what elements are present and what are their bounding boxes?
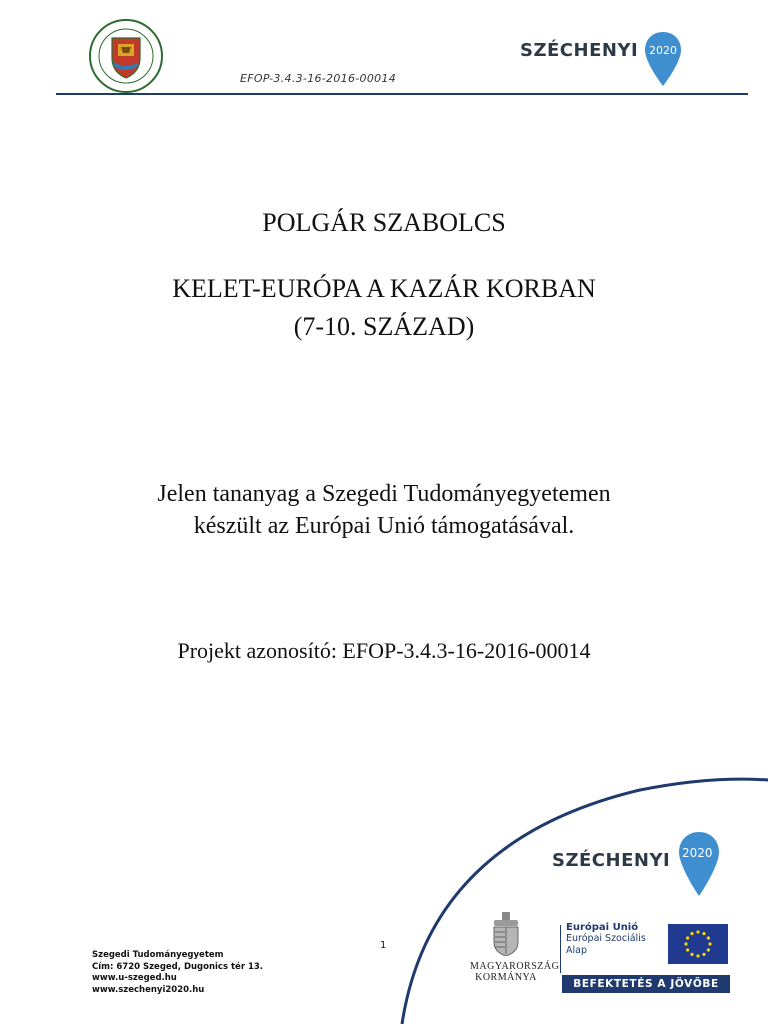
page-number: 1	[380, 940, 387, 951]
location-pin-icon-bottom	[676, 830, 722, 898]
document-title-line2: (7-10. SZÁZAD)	[293, 312, 475, 341]
hungarian-government-logo	[470, 912, 560, 994]
project-identifier: Projekt azonosító: EFOP-3.4.3-16-2016-00014	[177, 638, 591, 663]
government-name-line1: MAGYARORSZÁG	[470, 961, 560, 972]
government-name-line2: KORMÁNYA	[475, 972, 537, 983]
document-title-line1: KELET-EURÓPA A KAZÁR KORBAN	[172, 274, 596, 303]
eu-title: Európai Unió	[566, 922, 639, 933]
address-link: www.szechenyi2020.hu	[92, 984, 205, 995]
address-line: Cím: 6720 Szeged, Dugonics tér 13.	[92, 961, 264, 972]
szechenyi-2020-logo-top	[520, 30, 696, 88]
szechenyi-year: 2020	[649, 44, 677, 57]
funding-statement-line1: Jelen tananyag a Szegedi Tudományegyetemen	[157, 481, 611, 507]
header-project-code: EFOP-3.4.3-16-2016-00014	[240, 72, 397, 85]
address-line: Szegedi Tudományegyetem	[92, 950, 224, 960]
szechenyi-wordmark-bottom: SZÉCHENYI	[552, 850, 671, 871]
location-pin-icon	[642, 30, 684, 88]
header-rule	[56, 93, 748, 95]
address-link: www.u-szeged.hu	[92, 973, 177, 983]
author-name: POLGÁR SZABOLCS	[262, 208, 506, 237]
szechenyi-2020-logo-bottom	[552, 826, 728, 900]
eu-fund-line2: Alap	[566, 945, 587, 956]
eu-divider	[560, 925, 561, 973]
eu-fund-line1: Európai Szociális	[566, 933, 646, 944]
funding-statement-line2: készült az Európai Unió támogatásával.	[193, 513, 575, 539]
eu-flag-icon	[668, 924, 728, 964]
university-seal-logo	[88, 18, 164, 94]
hungarian-crest-icon	[490, 912, 522, 956]
eu-slogan-bar: BEFEKTETÉS A JÖVŐBE	[562, 975, 730, 993]
szechenyi-year-bottom: 2020	[682, 846, 713, 860]
footer-address	[92, 950, 263, 996]
szechenyi-wordmark: SZÉCHENYI	[520, 40, 639, 61]
